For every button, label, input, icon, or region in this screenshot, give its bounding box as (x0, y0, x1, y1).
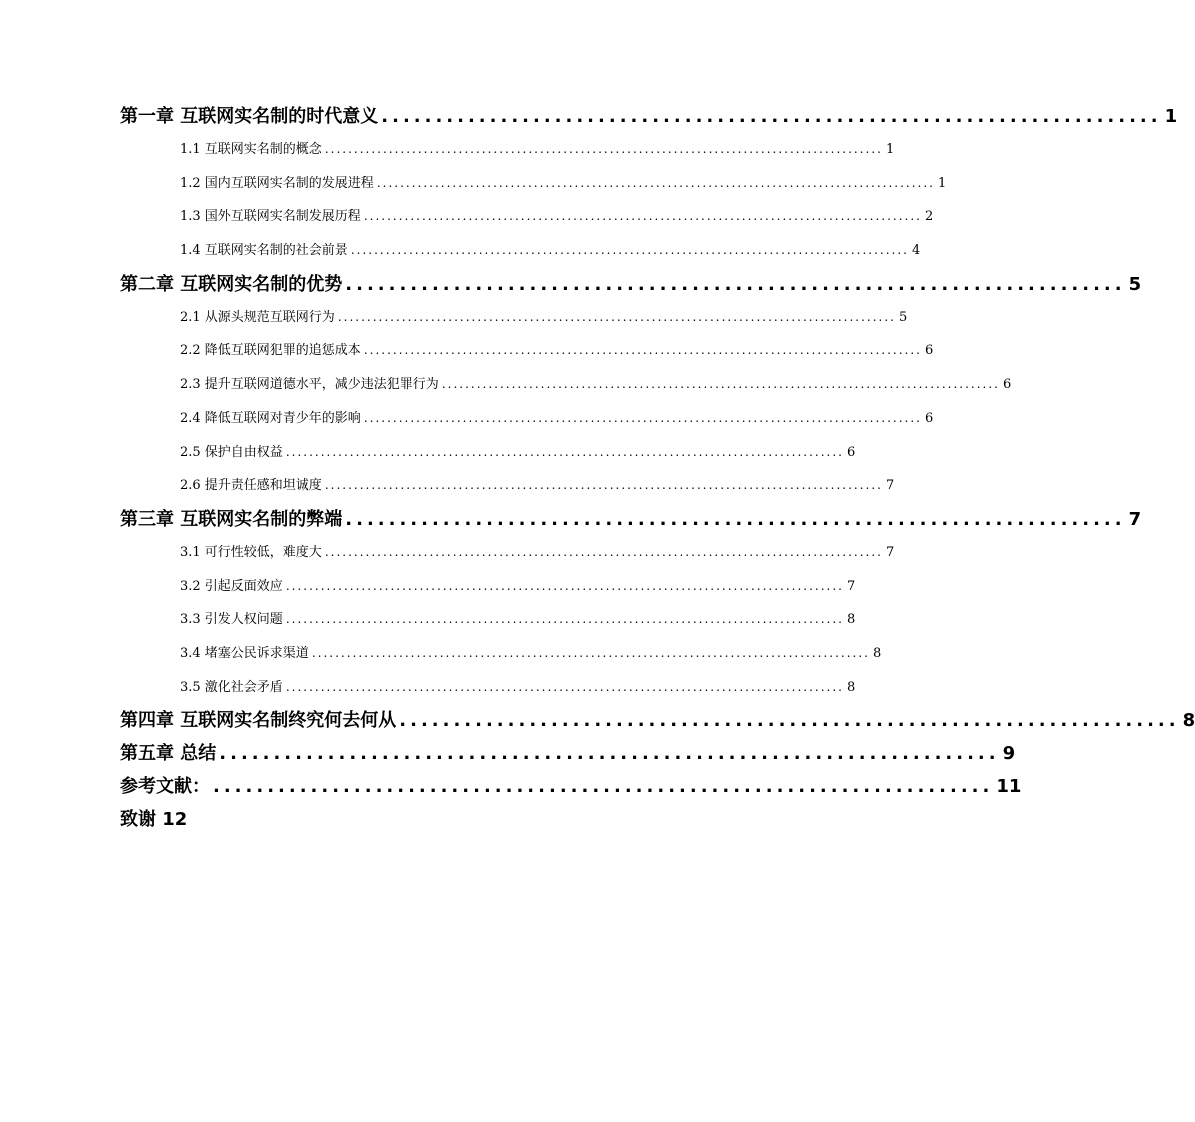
dot-leader: ................................................................................................ (363, 410, 922, 425)
chapter-page-number: 7 (1128, 508, 1142, 530)
section-page-number: 7 (886, 544, 895, 560)
toc-chapter-2[interactable] (120, 268, 1142, 301)
chapter-page-number: 9 (1002, 743, 1016, 765)
toc-chapter-5[interactable] (120, 737, 1016, 770)
dot-leader: ........................................................................ (345, 508, 1126, 530)
toc-section-1-1[interactable] (120, 133, 895, 167)
section-page-number: 5 (899, 309, 908, 325)
dot-leader: ................................................................................................ (337, 309, 896, 324)
section-page-number: 8 (873, 645, 882, 661)
chapter-page-number: 8 (1182, 710, 1195, 732)
toc-acknowledgement[interactable]: 致谢 12 (120, 809, 188, 831)
references-title: 参考文献： (120, 776, 210, 798)
dot-leader: ........................................................................ (381, 106, 1162, 127)
toc-chapter-1[interactable] (120, 100, 1178, 133)
dot-leader: ................................................................................................ (324, 544, 883, 559)
section-title: 3.1 可行性较低，难度大 (180, 544, 322, 560)
chapter-title: 第三章 互联网实名制的弊端 (120, 508, 343, 530)
section-title: 2.6 提升责任感和坦诚度 (180, 478, 322, 494)
dot-leader: ................................................................................................ (363, 209, 922, 224)
toc-section-2-3[interactable] (120, 368, 1012, 402)
dot-leader: ................................................................................................ (376, 175, 935, 190)
dot-leader: ........................................................................ (219, 743, 1000, 765)
dot-leader: ................................................................................................ (350, 243, 909, 258)
toc-references[interactable] (120, 770, 1022, 803)
toc-section-3-1[interactable] (120, 536, 895, 570)
chapter-title: 第四章 互联网实名制终究何去何从 (120, 710, 397, 732)
section-page-number: 6 (1003, 377, 1012, 393)
dot-leader: ................................................................................................ (363, 343, 922, 358)
dot-leader: ................................................................................................ (311, 645, 870, 660)
section-page-number: 8 (847, 679, 856, 695)
section-page-number: 6 (925, 343, 934, 359)
dot-leader: ................................................................................................ (324, 478, 883, 493)
dot-leader: ................................................................................................ (285, 679, 844, 694)
chapter-title: 第五章 总结 (120, 743, 217, 765)
toc-section-2-4[interactable] (120, 402, 934, 436)
toc-section-3-4[interactable] (120, 637, 882, 671)
toc-chapter-3[interactable] (120, 503, 1142, 536)
section-page-number: 4 (912, 243, 921, 259)
dot-leader: ................................................................................................ (441, 377, 1000, 392)
section-title: 1.3 国外互联网实名制发展历程 (180, 209, 361, 225)
section-title: 3.4 堵塞公民诉求渠道 (180, 645, 309, 661)
toc-section-2-5[interactable] (120, 436, 856, 470)
section-page-number: 7 (886, 478, 895, 494)
section-title: 1.2 国内互联网实名制的发展进程 (180, 175, 374, 191)
section-title: 3.2 引起反面效应 (180, 578, 283, 594)
chapter-page-number: 1 (1164, 106, 1178, 127)
toc-chapter-4[interactable] (120, 704, 1195, 737)
toc-section-2-6[interactable] (120, 469, 895, 503)
dot-leader: ........................................................................ (213, 776, 994, 798)
dot-leader: ................................................................................................ (285, 444, 844, 459)
section-title: 2.2 降低互联网犯罪的追惩成本 (180, 343, 361, 359)
section-page-number: 2 (925, 209, 934, 225)
toc-section-1-2[interactable] (120, 167, 947, 201)
toc-section-2-2[interactable] (120, 334, 934, 368)
table-of-contents (120, 100, 1195, 836)
references-page-number: 11 (996, 776, 1022, 798)
section-title: 3.3 引发人权问题 (180, 612, 283, 628)
chapter-title: 第二章 互联网实名制的优势 (120, 273, 343, 295)
toc-section-1-3[interactable] (120, 200, 934, 234)
toc-section-3-3[interactable] (120, 603, 856, 637)
section-title: 2.3 提升互联网道德水平，减少违法犯罪行为 (180, 377, 439, 393)
dot-leader: ................................................................................................ (285, 612, 844, 627)
section-title: 1.4 互联网实名制的社会前景 (180, 243, 348, 259)
chapter-title: 第一章 互联网实名制的时代意义 (120, 106, 379, 127)
section-page-number: 6 (847, 444, 856, 460)
section-page-number: 1 (938, 175, 947, 191)
chapter-page-number: 5 (1128, 273, 1142, 295)
section-title: 2.4 降低互联网对青少年的影响 (180, 410, 361, 426)
toc-section-3-2[interactable] (120, 570, 856, 604)
section-page-number: 7 (847, 578, 856, 594)
section-title: 2.1 从源头规范互联网行为 (180, 309, 335, 325)
dot-leader: ................................................................................................ (324, 142, 883, 156)
toc-section-1-4[interactable] (120, 234, 921, 268)
toc-section-2-1[interactable] (120, 301, 908, 335)
section-page-number: 6 (925, 410, 934, 426)
dot-leader: ................................................................................................ (285, 578, 844, 593)
toc-section-3-5[interactable] (120, 671, 856, 705)
section-title: 3.5 激化社会矛盾 (180, 679, 283, 695)
section-title: 1.1 互联网实名制的概念 (180, 142, 322, 157)
section-title: 2.5 保护自由权益 (180, 444, 283, 460)
dot-leader: ........................................................................ (345, 273, 1126, 295)
dot-leader: ........................................................................ (399, 710, 1180, 732)
section-page-number: 1 (886, 142, 895, 157)
section-page-number: 8 (847, 612, 856, 628)
